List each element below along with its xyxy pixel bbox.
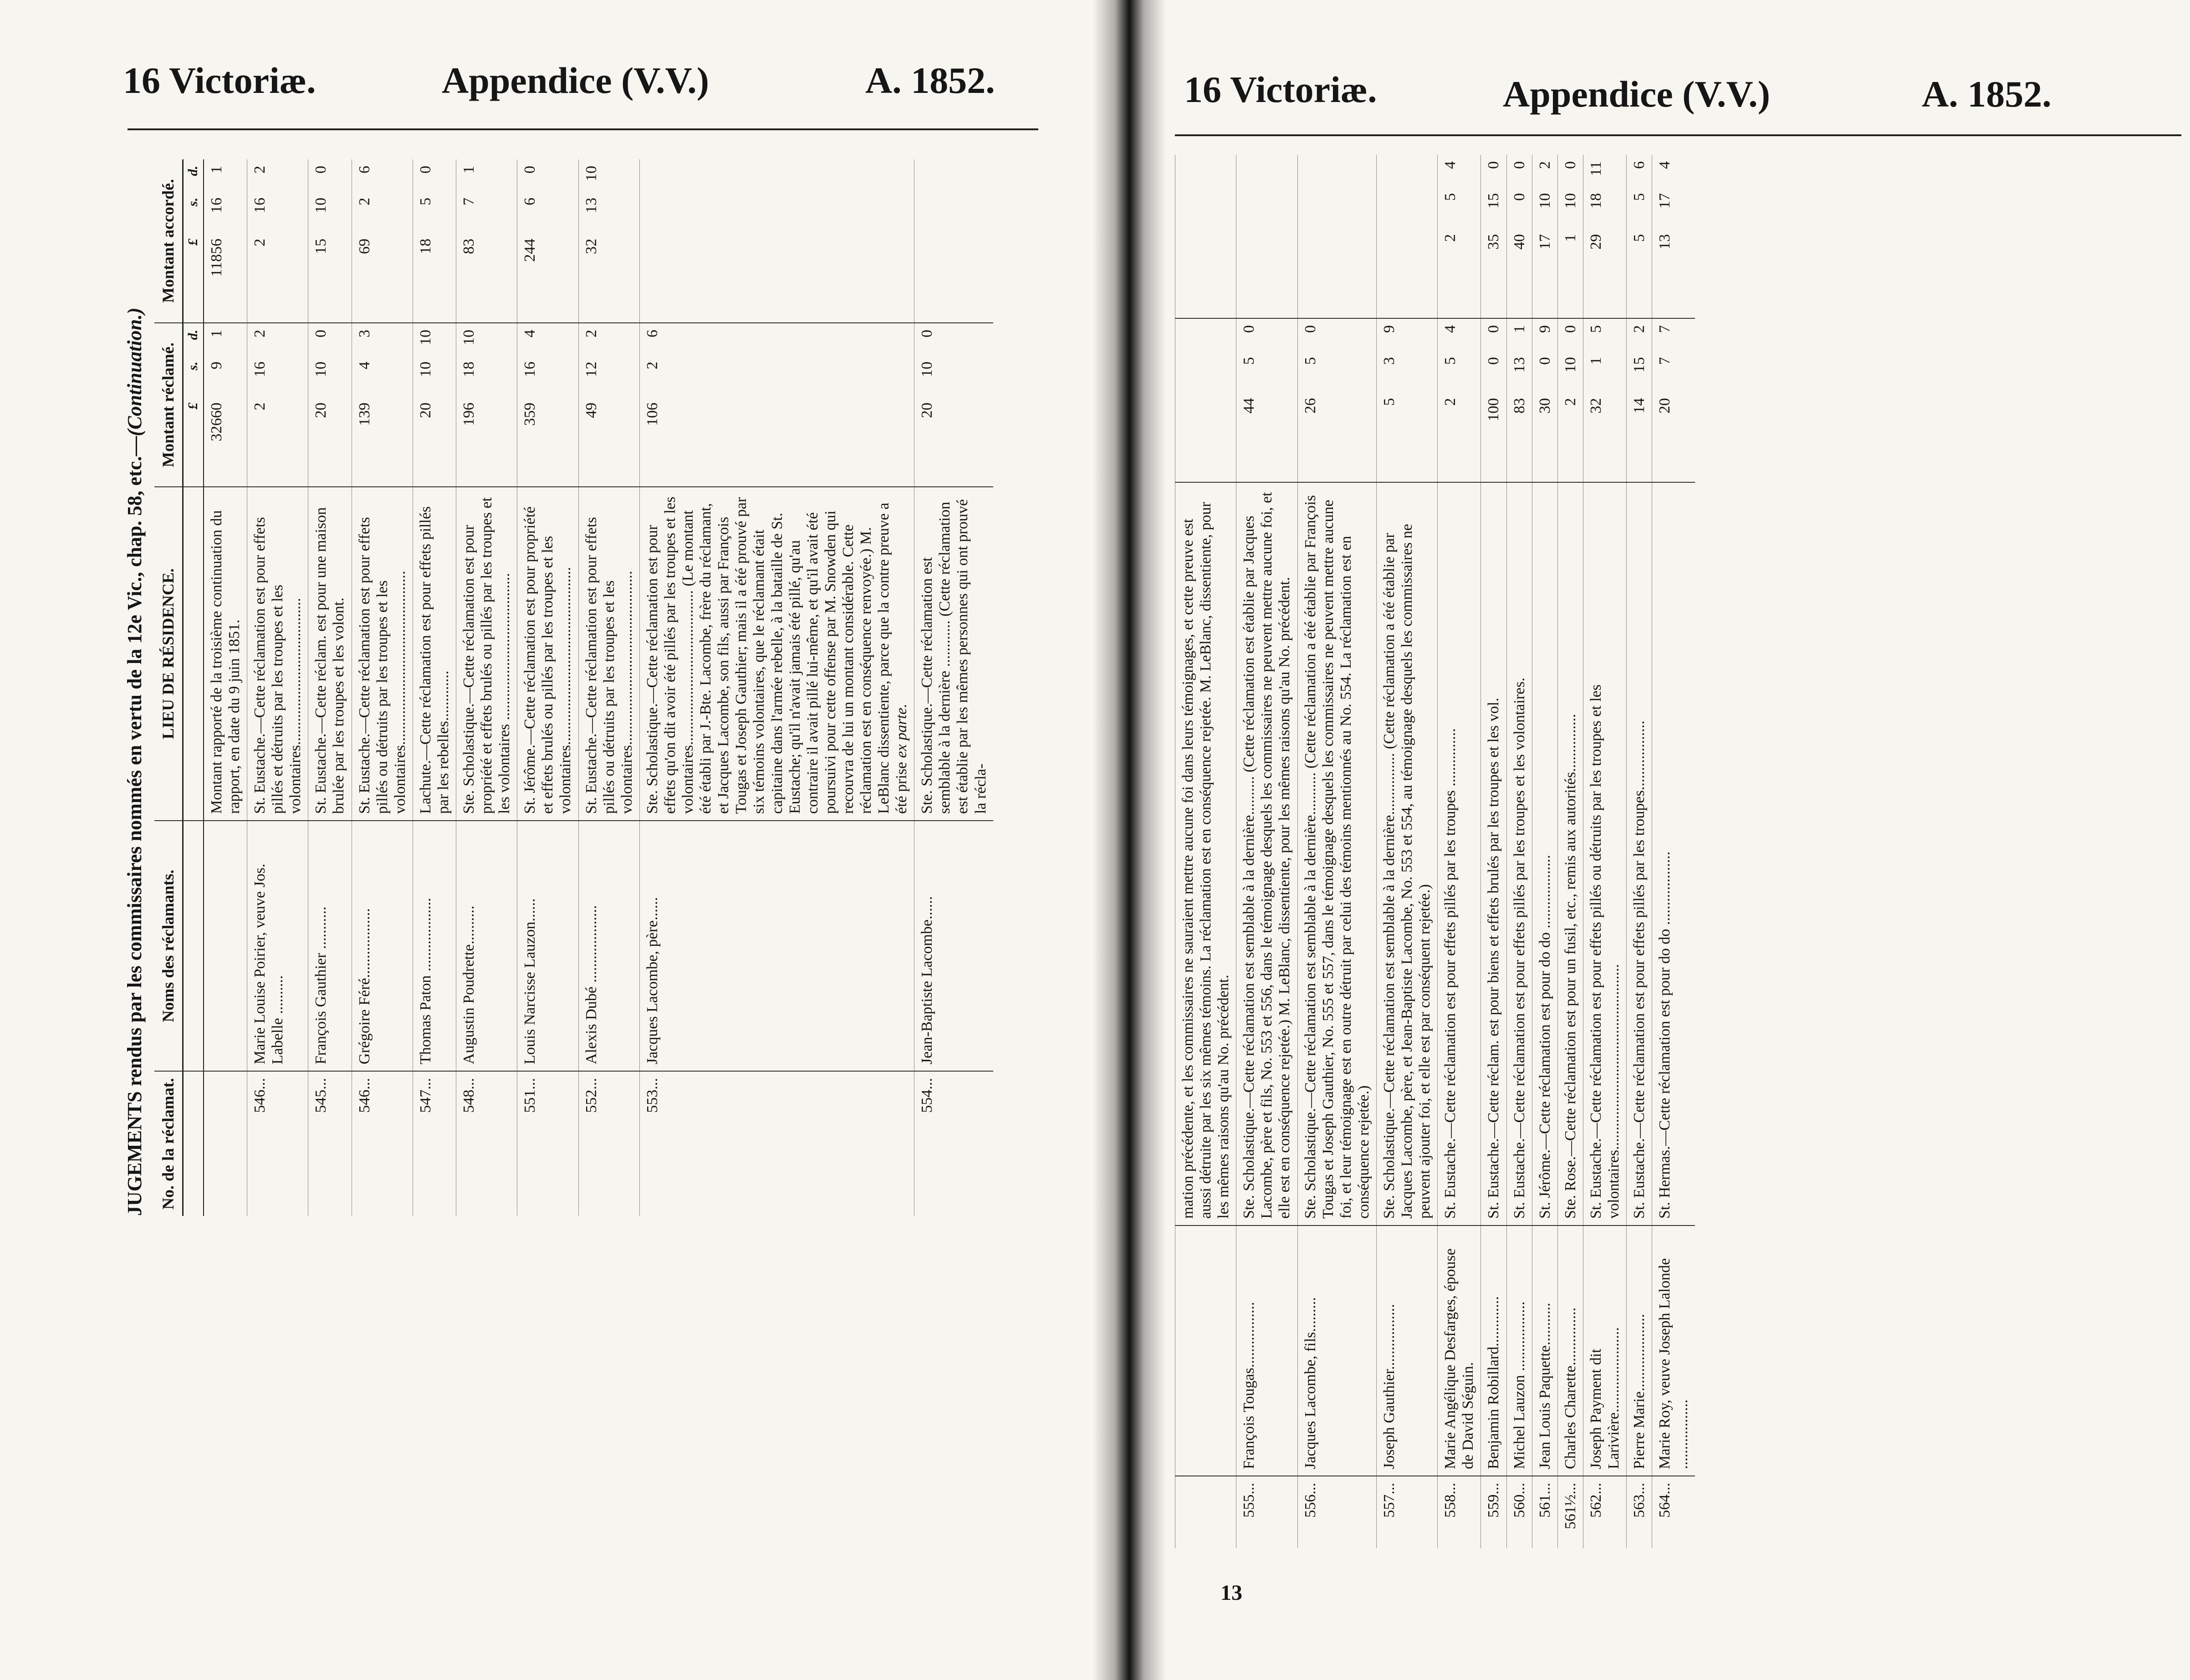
allowed-d: 0 (1511, 161, 1528, 169)
description-text: Ste. Scholastique.—Cette réclamation est semblable à la dernière................ (Cette réclamation a été établie par Jacques Lacombe, père, et Jean-Baptiste Lacombe, No. 553 et 554, au témoignage desquels les commissaires ne peuvent ajouter foi, et elle est par conséquent rejetée.) (1380, 524, 1434, 1219)
allowed-l: 18 (417, 239, 434, 254)
allowed-s: 5 (1442, 193, 1459, 201)
claim-description (1175, 482, 1236, 1226)
amount-allowed (1506, 155, 1532, 318)
amount-claimed (1175, 318, 1236, 482)
allowed-s: 5 (1630, 193, 1648, 201)
claimed-d: 9 (1536, 325, 1553, 333)
claimed-l: 83 (1511, 398, 1528, 414)
amount-claimed (639, 323, 914, 487)
description-text: Ste. Scholastique.—Cette réclamation est semblable à la dernière ............ (Cette réclamation est établie par les mêmes personnes qui ont prouvé la récla- (919, 499, 989, 814)
allowed-d: 11 (1587, 161, 1604, 176)
claimed-s: 5 (1302, 357, 1319, 365)
table-row (1236, 155, 1297, 1548)
claim-number (204, 1071, 247, 1216)
allowed-d: 6 (1630, 161, 1648, 169)
col-no-header: No. de la réclamat. (154, 1071, 183, 1216)
claimant-name: Michel Lauzon .................. (1506, 1226, 1532, 1476)
claim-description (247, 487, 308, 821)
claimed-l: 359 (521, 403, 539, 426)
table-row (1506, 155, 1532, 1548)
allowed-d: 0 (1562, 161, 1579, 169)
amount-claimed (578, 323, 639, 487)
amount-claimed (914, 323, 993, 487)
allowed-d: 2 (1536, 161, 1553, 169)
allowed-s: 10 (312, 198, 330, 213)
allowed-d: 0 (312, 166, 330, 174)
header-left: 16 Victoriæ. (123, 60, 316, 101)
amount-claimed (1438, 318, 1481, 482)
amount-claimed (247, 323, 308, 487)
table-row (1376, 155, 1437, 1548)
amount-allowed (1297, 155, 1376, 318)
claimant-name: Jean Louis Paquette........... (1532, 1226, 1557, 1476)
claim-description (1532, 482, 1557, 1226)
amount-allowed (456, 159, 517, 323)
amount-claimed (1376, 318, 1437, 482)
allowed-l: 1 (1562, 234, 1579, 242)
claimed-l: 2 (1442, 398, 1459, 406)
claimed-d: 0 (1302, 325, 1319, 333)
allowed-d: 10 (582, 166, 600, 181)
claim-description (1376, 482, 1437, 1226)
amount-allowed (1481, 155, 1506, 318)
amount-allowed (308, 159, 352, 323)
claimed-l: 20 (1656, 398, 1674, 414)
claimed-l: 20 (919, 403, 936, 418)
allowed-s: 15 (1485, 193, 1502, 209)
description-text: mation précédente, et les commissaires ne sauraient mettre aucune foi dans leurs témoignages, et cette preuve est aussi détruite par les six mêmes témoins. La réclamation est en conséquence rejetée. M. LeBlanc, dissentiente, pour les mêmes raisons qu'au No. précédent. (1179, 502, 1232, 1219)
allowed-s: 16 (251, 198, 269, 213)
description-text: St. Eustache.—Cette réclam. est pour une maison brulée par les troupes et les volont. (312, 507, 347, 814)
claimed-d: 0 (312, 330, 330, 337)
description-text: St. Eustache.—Cette réclamation est pour effets pillés ou détruits par les troupes et les volontaires............................................. (356, 517, 408, 814)
allowed-d: 1 (460, 166, 478, 174)
claimant-name: François Gauthier ........... (308, 821, 352, 1071)
amount-allowed (1376, 155, 1437, 318)
amount-claimed (517, 323, 578, 487)
description-text: St. Eustache.—Cette réclam. est pour biens et effets brulés par les troupes et les vol. (1485, 698, 1502, 1219)
claimed-s: 3 (1380, 357, 1398, 365)
amount-claimed (204, 323, 247, 487)
amount-allowed (1583, 155, 1626, 318)
description-text: St. Jérôme.—Cette réclamation est pour do do ................... (1536, 855, 1553, 1219)
claim-description (1297, 482, 1376, 1226)
claim-number: 560... (1506, 1476, 1532, 1548)
amount-allowed (914, 159, 993, 323)
claimed-d: 6 (643, 330, 661, 337)
claimed-l: 196 (460, 403, 478, 426)
claim-description (1652, 482, 1695, 1226)
judgments-table-continued (1175, 155, 1695, 1548)
claimed-l: 5 (1380, 398, 1398, 406)
allowed-l: 2 (251, 239, 269, 246)
claimed-l: 2 (1562, 398, 1579, 406)
claimed-l: 100 (1485, 398, 1502, 421)
amount-claimed (413, 323, 456, 487)
claim-description (1583, 482, 1626, 1226)
claim-description (1626, 482, 1652, 1226)
claimant-name: Louis Narcisse Lauzon...... (517, 821, 578, 1071)
table-row (1583, 155, 1626, 1548)
description-text: St. Eustache.—Cette réclamation est pour effets pillés par les troupes ............... (1442, 728, 1459, 1219)
claim-description (413, 487, 456, 821)
allowed-d: 0 (1485, 161, 1502, 169)
amount-allowed (1532, 155, 1557, 318)
claimant-name: Joseph Payment dit Larivière...................... (1583, 1226, 1626, 1476)
claimed-l: 44 (1240, 398, 1258, 414)
description-text: Lachute.—Cette réclamation est pour effets pillés par les rebelles............. (417, 506, 452, 814)
header-right: A. 1852. (865, 60, 995, 101)
allowed-l: 83 (460, 239, 478, 254)
claimed-s: 10 (417, 362, 434, 377)
claimed-s: 2 (643, 362, 661, 369)
allowed-l: 15 (312, 239, 330, 254)
claimed-s: 1 (1587, 357, 1604, 365)
claim-number: 547... (413, 1071, 456, 1216)
table-row (308, 159, 352, 1216)
claimed-l: 26 (1302, 398, 1319, 414)
allowed-l: 69 (356, 239, 373, 254)
table-row (1626, 155, 1652, 1548)
allowed-s: 10 (1536, 193, 1553, 209)
right-page (1148, 0, 2190, 1680)
allowed-l: 5 (1630, 234, 1648, 242)
claim-description (639, 487, 914, 821)
claimant-name: Marie Angélique Desfarges, épouse de David Séguin. (1438, 1226, 1481, 1476)
table-row (1557, 155, 1583, 1548)
table-row (517, 159, 578, 1216)
claimed-d: 10 (460, 330, 478, 345)
allowed-s: 2 (356, 198, 373, 205)
claimant-name: Pierre Marie.................... (1626, 1226, 1652, 1476)
claimed-d: 0 (919, 330, 936, 337)
unit-shilling: s. (185, 198, 201, 207)
claimed-l: 20 (417, 403, 434, 418)
claimed-d: 4 (1442, 325, 1459, 333)
claimed-l: 139 (356, 403, 373, 426)
header-rule (1175, 134, 2181, 136)
header-right: A. 1852. (1922, 73, 2052, 115)
claimed-d: 4 (521, 330, 539, 337)
amount-allowed (1236, 155, 1297, 318)
description-text: Ste. Rose.—Cette réclamation est pour un fusil, etc., remis aux autorités............... (1562, 714, 1579, 1219)
judgments-table (154, 159, 993, 1216)
claim-description (1438, 482, 1481, 1226)
allowed-l: 32 (582, 239, 600, 254)
unit-pound: £ (185, 403, 201, 409)
claimed-d: 1 (1511, 325, 1528, 333)
claim-number (1175, 1476, 1236, 1548)
claimant-name: Marie Louise Poirier, veuve Jos. Labelle .......... (247, 821, 308, 1071)
amount-allowed (204, 159, 247, 323)
caption-text: JUGEMENTS rendus par les commissaires nommés en vertu de la 12e Vic., chap. 58, etc.— (123, 436, 146, 1216)
claim-description (1481, 482, 1506, 1226)
description-text: St. Eustache.—Cette réclamation est pour effets pillés par les troupes et les volontaires. (1511, 677, 1528, 1219)
claim-number: 554... (914, 1071, 993, 1216)
table-row (204, 159, 247, 1216)
claim-number: 564... (1652, 1476, 1695, 1548)
amount-claimed (1297, 318, 1376, 482)
allowed-l: 2 (1442, 234, 1459, 242)
allowed-l: 244 (521, 239, 539, 262)
unit-pence: d. (185, 330, 201, 340)
amount-claimed (1626, 318, 1652, 482)
claim-number: 546... (247, 1071, 308, 1216)
header-center: Appendice (V.V.) (1503, 73, 1771, 115)
claim-description (204, 487, 247, 821)
col-allowed-header: Montant accordé. (154, 159, 183, 323)
claimant-name: François Tougas................. (1236, 1226, 1297, 1476)
amount-claimed (1236, 318, 1297, 482)
claimant-name: Marie Roy, veuve Joseph Lalonde .................. (1652, 1226, 1695, 1476)
claimant-name: Joseph Gauthier................. (1376, 1226, 1437, 1476)
claimant-name: Grégoire Féré.................. (352, 821, 413, 1071)
description-text: Ste. Scholastique.—Cette réclamation est pour effets qu'on dit avoir été pillés par les troupes et les volontaires........................................ (Le montant été établi par J.-Bte. Lacombe, frère du réclamant, et Jacques Lacombe, son fils, aussi par François Tougas et Joseph Gauthier; mais il a été prouvé par six témoins volontaires, que le réclamant était capitaine dans l'armée rebelle, à la bataille de St. Eustache; qu'il n'avait jamais été pillé, qu'au contraire il avait pillé lui-même, et qu'il avait été poursuivi pour cette offense par M. Snowden qui recouvra de lui un montant considérable. Cette réclamation est en conséquence renvoyée.) M. LeBlanc dissentiente, parce que la contre preuve a été prise (643, 496, 910, 814)
allowed-l: 13 (1656, 234, 1674, 250)
amount-allowed (352, 159, 413, 323)
col-name-header: Noms des réclamants. (154, 821, 183, 1071)
table-row (639, 159, 914, 1216)
claim-number: 558... (1438, 1476, 1481, 1548)
claimed-d: 2 (251, 330, 269, 337)
claim-description (1506, 482, 1532, 1226)
amount-claimed (1506, 318, 1532, 482)
allowed-l: 35 (1485, 234, 1502, 250)
claim-number: 555... (1236, 1476, 1297, 1548)
table-row (914, 159, 993, 1216)
claimant-name (204, 821, 247, 1071)
claim-description (1557, 482, 1583, 1226)
claimed-s: 5 (1442, 357, 1459, 365)
table-row (1297, 155, 1376, 1548)
claimed-s: 7 (1656, 357, 1674, 365)
description-text: St. Eustache.—Cette réclamation est pour effets pillés ou détruits par les troupes et les volontaires................................................ (1587, 684, 1622, 1219)
claim-number: 557... (1376, 1476, 1437, 1548)
table-row (1652, 155, 1695, 1548)
allowed-l: 11856 (208, 239, 225, 277)
claimed-d: 3 (356, 330, 373, 337)
claimed-l: 32 (1587, 398, 1604, 414)
claimed-s: 18 (460, 362, 478, 377)
claimant-name: Benjamin Robillard............. (1481, 1226, 1506, 1476)
claim-number: 562... (1583, 1476, 1626, 1548)
amount-allowed (1557, 155, 1583, 318)
claimed-l: 106 (643, 403, 661, 426)
allowed-s: 6 (521, 198, 539, 205)
claim-number: 551... (517, 1071, 578, 1216)
amount-claimed (1583, 318, 1626, 482)
claimed-s: 0 (1485, 357, 1502, 365)
claimed-l: 30 (1536, 398, 1553, 414)
amount-allowed (517, 159, 578, 323)
claimed-d: 10 (417, 330, 434, 345)
claim-number: 548... (456, 1071, 517, 1216)
claim-description (578, 487, 639, 821)
description-text: Ste. Scholastique.—Cette réclamation est semblable à la dernière.......... (Cette réclamation est établie par Jacques Lacombe, père et fils, No. 553 et 556, dans le témoignage desquels les commissaires ne peuvent mettre aucune foi, et elle est en conséquence rejetée.) M. LeBlanc, dissentiente, pour les mêmes raisons qu'au No. précédent. (1240, 492, 1293, 1219)
amount-allowed (578, 159, 639, 323)
allowed-s: 10 (1562, 193, 1579, 209)
allowed-s: 18 (1587, 193, 1604, 209)
description-text: Ste. Scholastique.—Cette réclamation est pour propriété et effets brulés ou pillés par les troupes et les volontaires ...................................... (460, 497, 513, 814)
claimed-s: 13 (1511, 357, 1528, 373)
claimed-s: 0 (1536, 357, 1553, 365)
page-number: 13 (1220, 1581, 1242, 1605)
allowed-l: 17 (1536, 234, 1553, 250)
claimed-l: 20 (312, 403, 330, 418)
amount-claimed (1652, 318, 1695, 482)
claimed-l: 2 (251, 403, 269, 410)
claimed-l: 32660 (208, 403, 225, 441)
claim-number: 561½... (1557, 1476, 1583, 1548)
table-row (1532, 155, 1557, 1548)
claimed-s: 9 (208, 362, 225, 369)
allowed-s: 7 (460, 198, 478, 205)
claimed-s: 16 (521, 362, 539, 377)
claimed-d: 5 (1587, 325, 1604, 333)
claimed-d: 2 (1630, 325, 1648, 333)
claimed-s: 5 (1240, 357, 1258, 365)
allowed-s: 0 (1511, 193, 1528, 201)
amount-claimed (1532, 318, 1557, 482)
claimed-s: 10 (312, 362, 330, 377)
allowed-l: 29 (1587, 234, 1604, 250)
amount-claimed (1557, 318, 1583, 482)
claim-description (456, 487, 517, 821)
claimed-s: 10 (1562, 357, 1579, 373)
table-row (456, 159, 517, 1216)
claimed-s: 4 (356, 362, 373, 369)
claim-description (352, 487, 413, 821)
table-row (1438, 155, 1481, 1548)
allowed-s: 13 (582, 198, 600, 213)
amount-allowed (1175, 155, 1236, 318)
description-text: Montant rapporté de la troisième continuation du rapport, en date du 9 juin 1851. (208, 510, 243, 814)
amount-claimed (308, 323, 352, 487)
claimed-s: 16 (251, 362, 269, 377)
right-table-rotated (1175, 155, 2159, 1548)
claimant-name: Jacques Lacombe, père...... (639, 821, 914, 1071)
allowed-l: 40 (1511, 234, 1528, 250)
header-rule (128, 128, 1038, 130)
claimant-name: Charles Charette............... (1557, 1226, 1583, 1476)
description-text: St. Eustache.—Cette réclamation est pour effets pillés et détruits par les troupes et les volontaires...................................... (251, 517, 304, 814)
allowed-d: 6 (356, 166, 373, 174)
col-desc-header: LIEU DE RÉSIDENCE. (154, 487, 183, 821)
claim-number: 545... (308, 1071, 352, 1216)
amount-allowed (1652, 155, 1695, 318)
claim-number: 552... (578, 1071, 639, 1216)
claimant-name (1175, 1226, 1236, 1476)
allowed-d: 0 (417, 166, 434, 174)
claimed-s: 15 (1630, 357, 1648, 373)
claim-number: 546... (352, 1071, 413, 1216)
amount-allowed (639, 159, 914, 323)
claimed-l: 14 (1630, 398, 1648, 414)
amount-claimed (456, 323, 517, 487)
amount-claimed (1481, 318, 1506, 482)
claimed-l: 49 (582, 403, 600, 418)
description-italic: ex parte. (893, 704, 910, 758)
claim-description (914, 487, 993, 821)
unit-pence: d. (185, 166, 201, 176)
claimant-name: Augustin Poudrette.......... (456, 821, 517, 1071)
claim-description (308, 487, 352, 821)
header-left: 16 Victoriæ. (1184, 69, 1377, 110)
claimant-name: Thomas Paton ................... (413, 821, 456, 1071)
allowed-d: 4 (1442, 161, 1459, 169)
claimant-name: Jacques Lacombe, fils......... (1297, 1226, 1376, 1476)
claimed-s: 12 (582, 362, 600, 377)
claimed-d: 0 (1485, 325, 1502, 333)
caption-italic: (Continuation.) (123, 307, 146, 436)
claimant-name: Alexis Dubé .................... (578, 821, 639, 1071)
claimed-d: 0 (1240, 325, 1258, 333)
allowed-d: 1 (208, 166, 225, 174)
claimed-d: 0 (1562, 325, 1579, 333)
col-claimed-header: Montant réclamé. (154, 323, 183, 487)
claim-number: 561... (1532, 1476, 1557, 1548)
description-text: St. Eustache.—Cette réclamation est pour effets pillés par les troupes.................. (1630, 720, 1648, 1219)
claimed-s: 10 (919, 362, 936, 377)
table-caption (123, 159, 154, 1216)
amount-allowed (413, 159, 456, 323)
left-table-rotated (123, 159, 1034, 1216)
description-text: St. Jérôme.—Cette réclamation est pour propriété et effets brulés ou pillés par les troupes et les volontaires.............................................. (521, 506, 574, 814)
claim-description (517, 487, 578, 821)
table-row (247, 159, 308, 1216)
amount-claimed (352, 323, 413, 487)
claimed-d: 7 (1656, 325, 1674, 333)
description-text: St. Hermas.—Cette réclamation est pour do do ................... (1656, 851, 1674, 1219)
allowed-s: 17 (1656, 193, 1674, 209)
table-row (1175, 155, 1236, 1548)
allowed-d: 4 (1656, 161, 1674, 169)
table-row (578, 159, 639, 1216)
table-row (352, 159, 413, 1216)
amount-allowed (1626, 155, 1652, 318)
allowed-d: 2 (251, 166, 269, 174)
description-text: St. Eustache.—Cette réclamation est pour effets pillés ou détruits par les troupes et les volontaires............................................. (582, 517, 635, 814)
allowed-s: 16 (208, 198, 225, 213)
header-center: Appendice (V.V.) (442, 60, 710, 101)
claimed-d: 1 (208, 330, 225, 337)
table-row (1481, 155, 1506, 1548)
allowed-d: 0 (521, 166, 539, 174)
claim-number: 556... (1297, 1476, 1376, 1548)
unit-pound: £ (185, 239, 201, 245)
description-text: Ste. Scholastique.—Cette réclamation est semblable à la dernière........... (Cette réclamation a été établie par François Tougas et Joseph Gauthier, No. 555 et 557, dans le témoignage desquels les commissaires ne peuvent mettre aucune foi, et leur témoignage est en outre détruit par celui des témoins mentionnés au No. 554. La réclamation est en conséquence rejetée.) (1302, 495, 1372, 1219)
unit-shilling: s. (185, 362, 201, 371)
table-row (413, 159, 456, 1216)
claimant-name: Jean-Baptiste Lacombe...... (914, 821, 993, 1071)
claimed-d: 2 (582, 330, 600, 337)
claim-number: 563... (1626, 1476, 1652, 1548)
claim-number: 553... (639, 1071, 914, 1216)
claim-description (1236, 482, 1297, 1226)
amount-allowed (247, 159, 308, 323)
claimed-d: 9 (1380, 325, 1398, 333)
claim-number: 559... (1481, 1476, 1506, 1548)
allowed-s: 5 (417, 198, 434, 205)
amount-allowed (1438, 155, 1481, 318)
